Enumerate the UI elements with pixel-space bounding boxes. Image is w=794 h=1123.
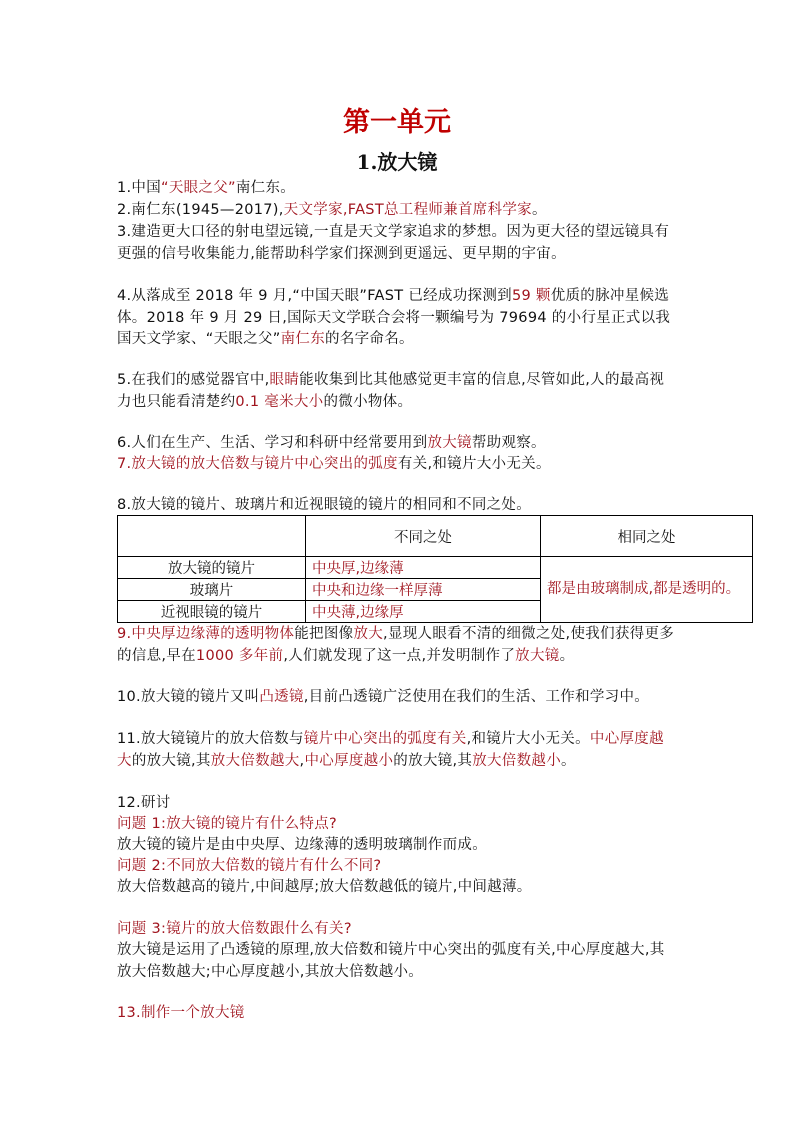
highlight: 镜片中心突出的弧度 [264,456,398,472]
item-2 [117,200,677,222]
text: 1.中国 [117,180,162,196]
text: 。 [531,202,547,218]
highlight: 南仁东 [280,331,326,347]
table-corner-cell [118,516,306,557]
highlight: 放大 [353,626,384,642]
table-row-diff: 中央薄,边缘厚 [306,601,541,623]
text: 能把图像 [294,626,354,642]
comparison-table [117,515,753,623]
text: 南仁东。 [235,180,296,196]
question-2: 问题 2:不同放大倍数的镜片有什么不同? [117,858,382,874]
item-8: 8.放大镜的镜片、玻璃片和近视眼镜的镜片的相同和不同之处。 [117,497,532,513]
text: 6.人们在生产、生活、学习和科研中经常要用到 [117,435,428,451]
text: 的微小物体。 [323,393,413,410]
table-header-diff: 不同之处 [306,516,541,557]
text: , [299,752,305,769]
text: 。 [561,752,576,769]
highlight: 镜片中心突出的弧度有关 [303,731,467,747]
text: 5.在我们的感觉器官中, [117,372,270,388]
question-3: 问题 3:镜片的放大倍数跟什么有关? [117,921,352,937]
table-header-row [118,516,753,557]
item-10 [117,687,677,709]
highlight: 放大镜 [515,647,560,664]
question-1: 问题 1:放大镜的镜片有什么特点? [117,816,338,832]
highlight: 放大倍数越大 [210,752,300,769]
text: 10.放大镜的镜片又叫 [117,689,260,705]
highlight: 中心厚度越大 [117,731,664,769]
table-header-same: 相同之处 [541,516,753,557]
highlight: 放大倍数越小 [472,752,562,769]
item-3: 3.建造更大口径的射电望远镜,一直是天文学家追求的梦想。因为更大径的望远镜具有更强的信号收集能力,能帮助科学家们探测到更遥远、更早期的宇宙。 [117,224,670,262]
item-5 [117,370,677,413]
table-row-name: 玻璃片 [118,579,306,601]
table-row [118,557,753,579]
text: ,人们就发现了这一点,并发明制作了 [283,647,516,664]
highlight: 眼睛 [269,372,300,388]
item-1 [117,178,677,200]
item-6 [117,433,677,455]
highlight: 凸透镜 [259,689,304,705]
highlight: 1000 多年前 [195,647,284,664]
highlight: 放大镜 [427,435,472,451]
text: 4.从落成至 2018 年 9 月,“中国天眼”FAST 已经成功探测到 [117,288,512,304]
text: 的名字命名。 [325,331,414,347]
text: 。 [559,647,575,664]
highlight: “天眼之父” [161,180,236,196]
item-4 [117,286,677,351]
text: 的放大镜,其 [393,752,473,769]
text: 7.放大镜的放大倍数与 [117,456,265,472]
answer-3: 放大镜是运用了凸透镜的原理,放大倍数和镜片中心突出的弧度有关,中心厚度越大,其放大倍数越大;中心厚度越小,其放大倍数越小。 [117,942,665,980]
text: 有关,和镜片大小无关。 [397,456,551,472]
item-11 [117,729,677,772]
text: ,显现人眼看不清的细微之处,使我们获得更多的信息,早在 [117,626,675,664]
table-row-name: 放大镜的镜片 [118,557,306,579]
text: 帮助观察。 [471,435,546,451]
highlight: 0.1 毫米大小 [235,393,324,410]
highlight: 天文学家,FAST总工程师兼首席科学家 [283,202,532,218]
text: 优质的脉冲星候选体。2018 年 9 月 29 日,国际天文学联合会将一颗编号为 79694 的小行星正式以我国天文学家、“天眼之父” [117,288,671,347]
text: 能收集到比其他感觉更丰富的信息,尽管如此,人的最高视力也只能看清楚约 [117,372,665,410]
text: 的放大镜,其 [131,752,211,769]
highlight: 9.中央厚边缘薄的透明物体 [117,626,295,642]
item-9 [117,624,677,667]
answer-2: 放大倍数越高的镜片,中间越厚;放大倍数越低的镜片,中间越薄。 [117,879,532,895]
item-13: 13.制作一个放大镜 [117,1005,245,1021]
table-row-diff: 中央和边缘一样厚薄 [306,579,541,601]
table-row-diff: 中央厚,边缘薄 [306,557,541,579]
text: 11.放大镜镜片的放大倍数与 [117,731,304,747]
lesson-title: 1.放大镜 [356,150,438,174]
item-12: 12.研讨 [117,795,171,811]
text: 2.南仁东(1945—2017), [117,202,284,218]
unit-heading: 第一单元 [343,107,451,138]
table-same-cell: 都是由玻璃制成,都是透明的。 [541,557,753,623]
table-row-name: 近视眼镜的镜片 [118,601,306,623]
text: ,目前凸透镜广泛使用在我们的生活、工作和学习中。 [303,689,650,705]
highlight: 59 颗 [511,288,551,304]
item-7 [117,454,677,476]
answer-1: 放大镜的镜片是由中央厚、边缘薄的透明玻璃制作而成。 [117,837,487,853]
text: ,和镜片大小无关。 [466,731,590,747]
highlight: 中心厚度越小 [304,752,394,769]
